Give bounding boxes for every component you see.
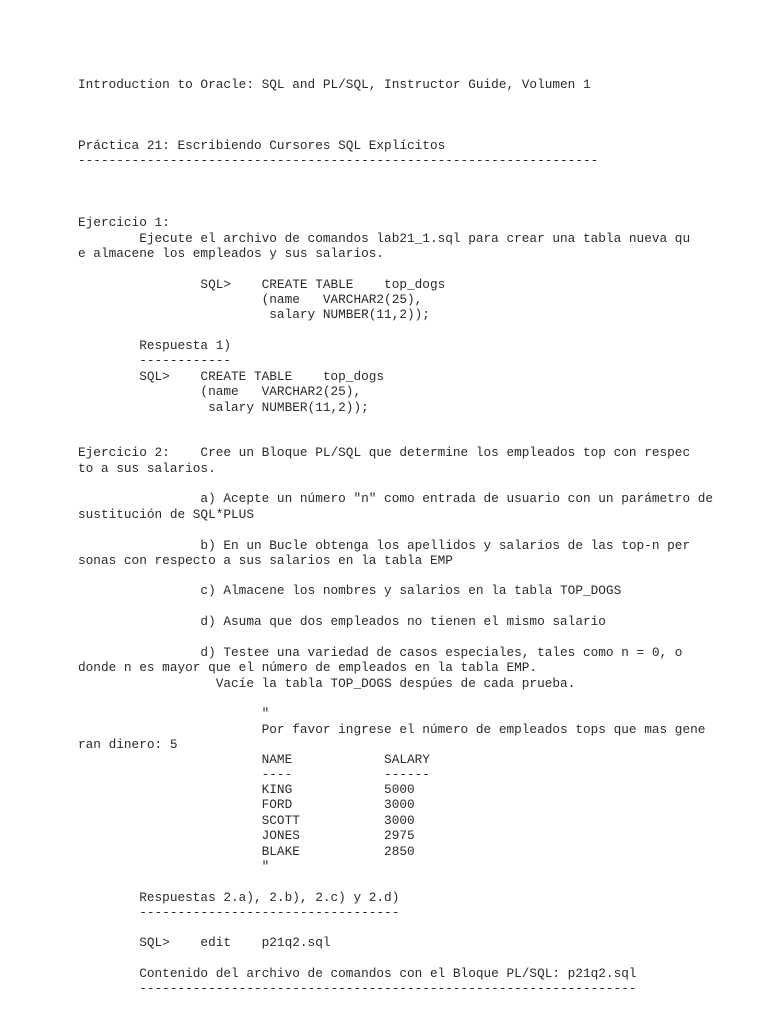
item-b: b) En un Bucle obtenga los apellidos y salarios de las top-n per [78, 538, 691, 553]
table-row: JONES 2975 [78, 828, 415, 843]
item-d2: donde n es mayor que el número de empleados en la tabla EMP. [78, 660, 538, 675]
item-d2: Vacíe la tabla TOP_DOGS despúes de cada prueba. [78, 676, 576, 691]
table-row: FORD 3000 [78, 797, 415, 812]
code-line: (name VARCHAR2(25), [78, 384, 362, 399]
item-b: sonas con respecto a sus salarios en la tabla EMP [78, 553, 453, 568]
document-header: Introduction to Oracle: SQL and PL/SQL, Instructor Guide, Volumen 1 [78, 77, 591, 92]
item-c: c) Almacene los nombres y salarios en la tabla TOP_DOGS [78, 583, 622, 598]
answers-2-underline: ---------------------------------- [78, 905, 400, 920]
table-row: BLAKE 2850 [78, 844, 415, 859]
answer-1-heading: Respuesta 1) [78, 338, 232, 353]
exercise-1-text: Ejecute el archivo de comandos lab21_1.sql para crear una tabla nueva qu [78, 231, 691, 246]
sample-prompt: Por favor ingrese el número de empleados tops que mas gene [78, 722, 706, 737]
answers-2-heading: Respuestas 2.a), 2.b), 2.c) y 2.d) [78, 890, 400, 905]
code-line: SQL> CREATE TABLE top_dogs [78, 277, 446, 292]
file-contents-underline: ----------------------------------------------------------------- [78, 981, 637, 996]
exercise-1-heading: Ejercicio 1: [78, 215, 170, 230]
item-a: a) Acepte un número "n" como entrada de usuario con un parámetro de [78, 491, 714, 506]
practice-title: Práctica 21: Escribiendo Cursores SQL Explícitos [78, 138, 446, 153]
sample-table-rule: ---- ------ [78, 767, 430, 782]
sample-prompt: ran dinero: 5 [78, 737, 178, 752]
file-contents-heading: Contenido del archivo de comandos con el Bloque PL/SQL: p21q2.sql [78, 966, 637, 981]
item-d: d) Asuma que dos empleados no tienen el mismo salario [78, 614, 606, 629]
sample-table-header: NAME SALARY [78, 752, 430, 767]
answer-1-underline: ------------ [78, 353, 232, 368]
exercise-2-text: to a sus salarios. [78, 461, 216, 476]
item-a: sustitución de SQL*PLUS [78, 507, 254, 522]
table-row: SCOTT 3000 [78, 813, 415, 828]
exercise-1-text: e almacene los empleados y sus salarios. [78, 246, 385, 261]
code-line: (name VARCHAR2(25), [78, 292, 423, 307]
code-line: SQL> edit p21q2.sql [78, 935, 331, 950]
sample-quote: " [78, 706, 270, 721]
item-d2: d) Testee una variedad de casos especiales, tales como n = 0, o [78, 645, 683, 660]
title-underline: -------------------------------------------------------------------- [78, 153, 599, 168]
sample-quote: " [78, 859, 270, 874]
code-line: SQL> CREATE TABLE top_dogs [78, 369, 385, 384]
exercise-2-heading: Ejercicio 2: Cree un Bloque PL/SQL que determine los empleados top con respec [78, 445, 691, 460]
code-line: salary NUMBER(11,2)); [78, 400, 369, 415]
table-row: KING 5000 [78, 782, 415, 797]
code-line: salary NUMBER(11,2)); [78, 307, 430, 322]
